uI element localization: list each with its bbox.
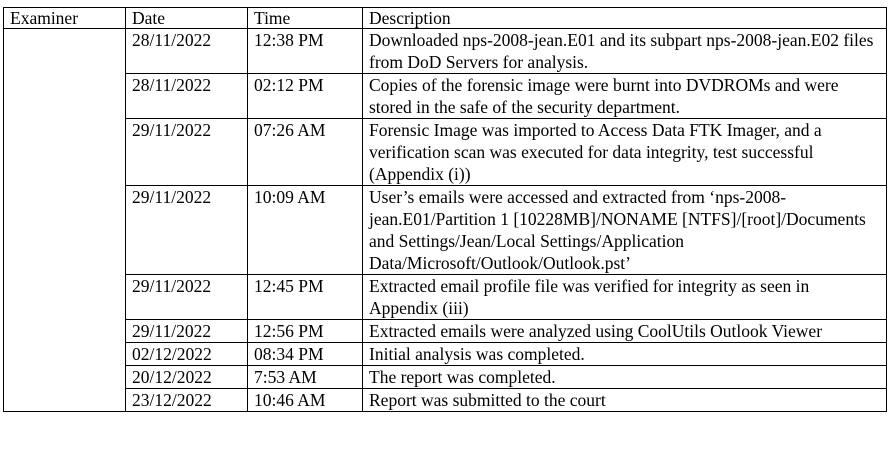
description-cell: Extracted email profile file was verified for integrity as seen in Appendix (iii) — [363, 275, 887, 320]
description-cell: Copies of the forensic image were burnt into DVDROMs and were stored in the safe of the security department. — [363, 74, 887, 119]
table-header-row — [4, 8, 887, 29]
date-cell: 29/11/2022 — [126, 275, 248, 320]
description-cell: Downloaded nps-2008-jean.E01 and its subpart nps-2008-jean.E02 files from DoD Servers for analysis. — [363, 29, 887, 74]
description-cell: User’s emails were accessed and extracted from ‘nps-2008-jean.E01/Partition 1 [10228MB]/NONAME [NTFS]/[root]/Documents and Settings/Jean/Local Settings/Application Data/Microsoft/Outlook/Outlook.pst’ — [363, 186, 887, 275]
time-cell: 12:45 PM — [248, 275, 363, 320]
header-date: Date — [126, 8, 248, 29]
time-cell: 02:12 PM — [248, 74, 363, 119]
time-cell: 08:34 PM — [248, 343, 363, 366]
table-row — [4, 320, 887, 343]
description-cell: Extracted emails were analyzed using CoolUtils Outlook Viewer — [363, 320, 887, 343]
examiner-cell — [4, 29, 126, 412]
time-cell: 12:38 PM — [248, 29, 363, 74]
time-cell: 10:09 AM — [248, 186, 363, 275]
table-row — [4, 186, 887, 275]
date-cell: 29/11/2022 — [126, 186, 248, 275]
table-row — [4, 74, 887, 119]
chain-of-custody-table — [3, 7, 887, 412]
time-cell: 12:56 PM — [248, 320, 363, 343]
time-cell: 07:26 AM — [248, 119, 363, 186]
table-row — [4, 275, 887, 320]
time-cell: 7:53 AM — [248, 366, 363, 389]
date-cell: 02/12/2022 — [126, 343, 248, 366]
description-cell: Initial analysis was completed. — [363, 343, 887, 366]
table-row — [4, 343, 887, 366]
table-row — [4, 119, 887, 186]
date-cell: 29/11/2022 — [126, 320, 248, 343]
table-row — [4, 29, 887, 74]
header-time: Time — [248, 8, 363, 29]
date-cell: 23/12/2022 — [126, 389, 248, 412]
table-row — [4, 366, 887, 389]
time-cell: 10:46 AM — [248, 389, 363, 412]
description-cell: Forensic Image was imported to Access Data FTK Imager, and a verification scan was executed for data integrity, test successful (Appendix (i)) — [363, 119, 887, 186]
date-cell: 28/11/2022 — [126, 74, 248, 119]
date-cell: 29/11/2022 — [126, 119, 248, 186]
table-row — [4, 389, 887, 412]
date-cell: 28/11/2022 — [126, 29, 248, 74]
header-examiner: Examiner — [4, 8, 126, 29]
date-cell: 20/12/2022 — [126, 366, 248, 389]
description-cell: The report was completed. — [363, 366, 887, 389]
header-description: Description — [363, 8, 887, 29]
description-cell: Report was submitted to the court — [363, 389, 887, 412]
